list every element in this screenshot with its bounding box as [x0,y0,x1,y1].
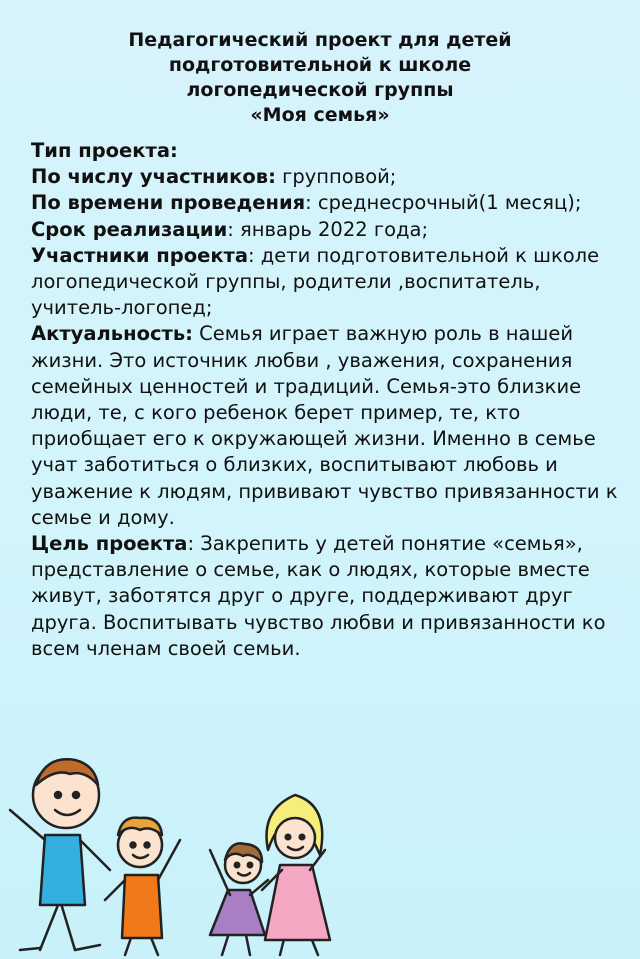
title-line: логопедической группы [186,79,454,101]
father-figure [10,759,110,950]
project-goal [31,531,621,662]
title-line: подготовительной к школе [168,54,472,76]
page-title [0,28,640,128]
duration-value: : среднесрочный(1 месяц); [305,191,582,215]
project-type [31,138,621,164]
period-label: Срок реализации [31,217,228,241]
project-type-label: Тип проекта: [31,139,178,162]
family-illustration [0,740,640,959]
project-participants [31,243,621,322]
goal-label: Цель проекта [31,532,188,556]
relevance-value: Семья играет важную роль в нашей жизни. Это источник любви , уважения, сохранения семейных ценностей и традиций. Семья-это близкие люди, те, с кого ребенок берет пример, те, кто приобщает его к окружающей жизни. Именно в семье учат заботиться о близких, воспитывают любовь и уважение к людям, прививают чувство привязанности к семье и дому. [31,322,618,529]
title-line: Педагогический проект для детей [128,29,512,51]
goal-value: : Закрепить у детей понятие «семья», представление о семье, как о людях, которые вместе живут, заботятся друг о друге, поддерживают друг друга. Воспитывать чувство любви и привязанности ко всем членам своей семьи. [31,532,606,660]
title-line: «Моя семья» [250,104,390,126]
project-period [31,217,621,243]
project-relevance [31,321,621,531]
participants-value: : дети подготовительной к школе логопедической группы, родители ,воспитатель, учитель-логопед; [31,243,600,320]
participants-count [31,164,621,190]
participants-label: Участники проекта [31,243,249,267]
girl-figure [210,843,268,955]
mother-figure [262,795,330,955]
project-duration [31,190,621,216]
relevance-label: Актуальность: [31,322,193,346]
period-value: : январь 2022 года; [227,217,429,241]
duration-label: По времени проведения [31,191,306,215]
participants-count-value: групповой; [275,165,397,189]
project-description [31,138,621,662]
boy-figure [105,818,180,955]
participants-count-label: По числу участников: [31,165,276,189]
